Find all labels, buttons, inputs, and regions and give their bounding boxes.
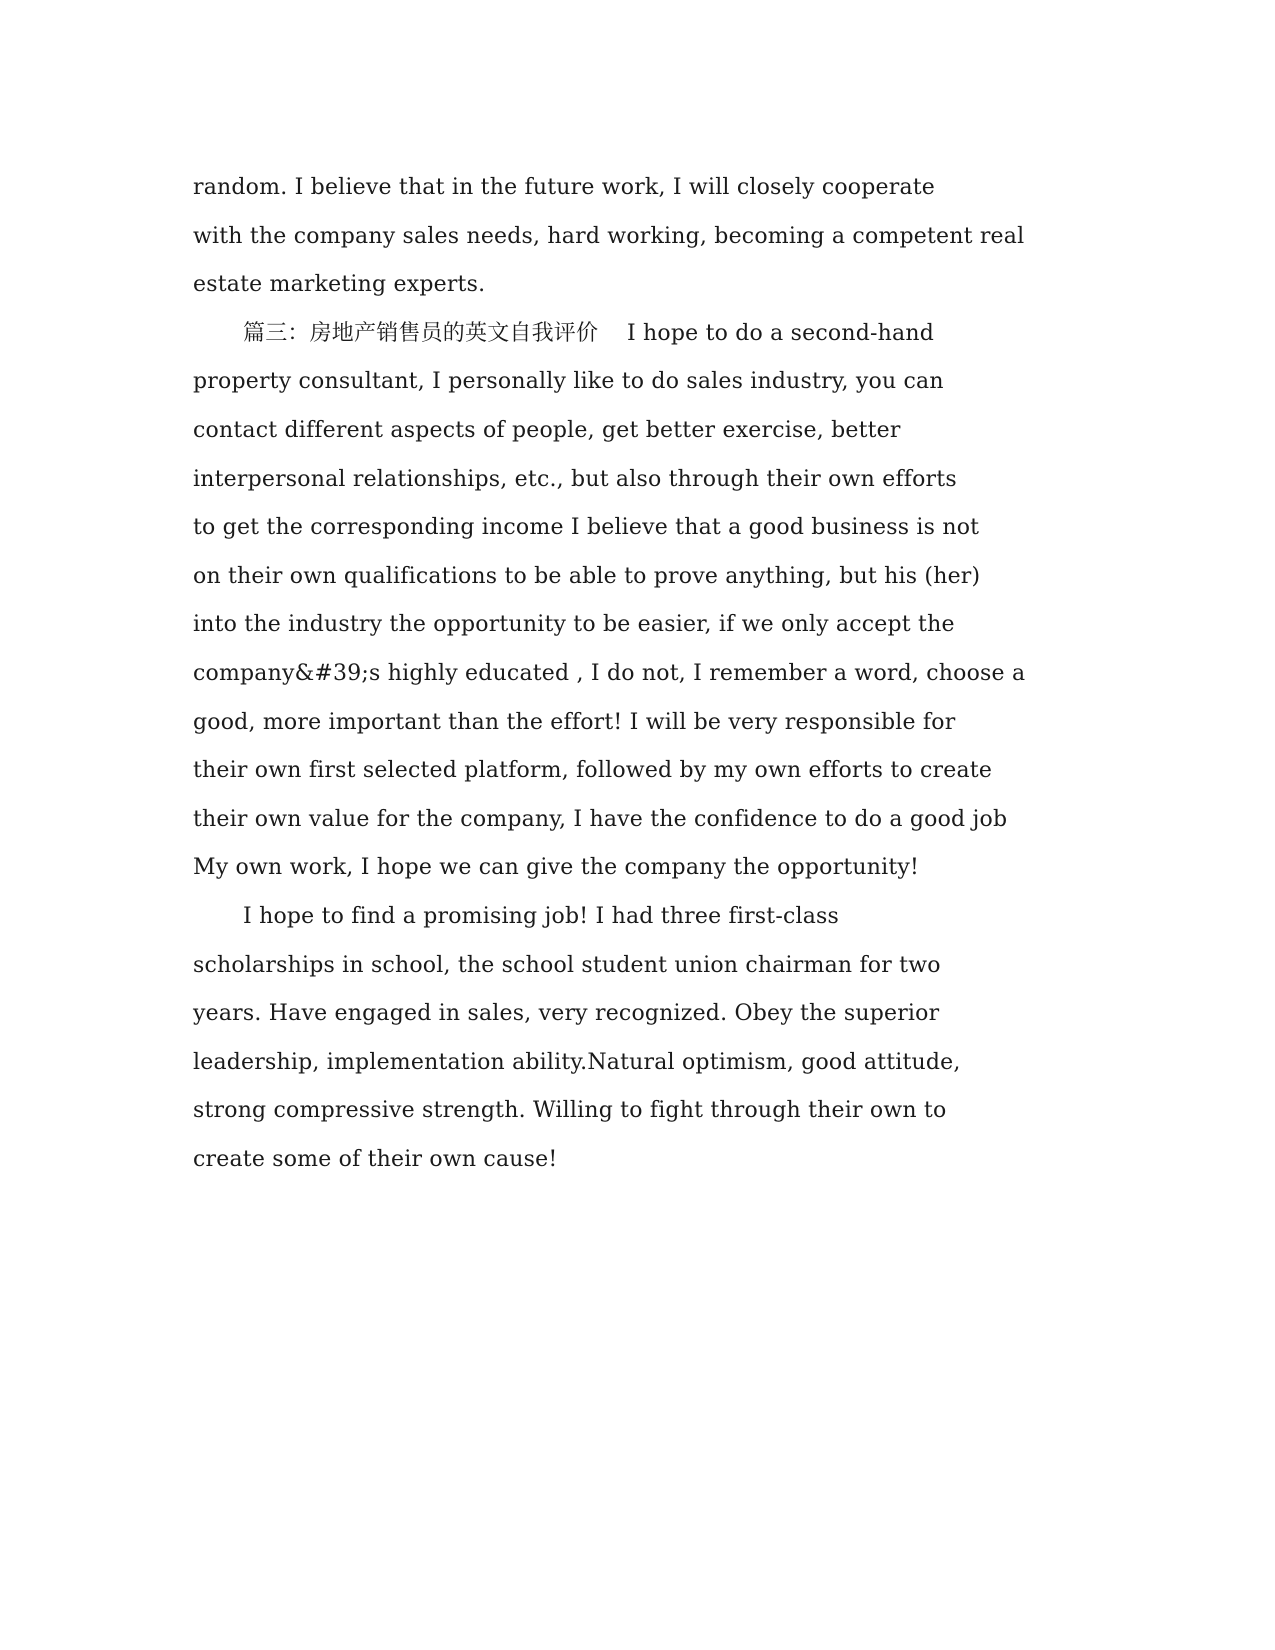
- text-line: random. I believe that in the future work, I will closely cooperate: [193, 175, 936, 200]
- text-line: property consultant, I personally like to do sales industry, you can: [193, 369, 944, 395]
- text-line: leadership, implementation ability.Natural optimism, good attitude,: [193, 1049, 961, 1075]
- text-line: interpersonal relationships, etc., but also through their own efforts: [193, 466, 957, 492]
- text-line: strong compressive strength. Willing to fight through their own to: [193, 1098, 947, 1124]
- text-line: My own work, I hope we can give the company the opportunity!: [193, 855, 920, 881]
- text-line: contact different aspects of people, get better exercise, better: [193, 417, 901, 443]
- text-line: years. Have engaged in sales, very recognized. Obey the superior: [193, 1001, 940, 1027]
- text-line: create some of their own cause!: [193, 1146, 558, 1172]
- text-line: their own first selected platform, followed by my own efforts to create: [193, 758, 993, 784]
- text-line: on their own qualifications to be able to prove anything, but his (her): [193, 563, 981, 589]
- text-line: scholarships in school, the school student union chairman for two: [193, 952, 941, 978]
- text-line: their own value for the company, I have the confidence to do a good job: [193, 806, 1008, 832]
- text-line: with the company sales needs, hard working, becoming a competent real: [193, 223, 1025, 249]
- paragraph-start-line: I hope to find a promising job! I had three first-class: [243, 903, 840, 929]
- text-line: to get the corresponding income I believe that a good business is not: [193, 515, 980, 541]
- text-line: good, more important than the effort! I will be very responsible for: [193, 709, 956, 735]
- body-text: [193, 164, 1093, 1184]
- section-heading-line: 篇三：房地产销售员的英文自我评价 I hope to do a second-hand: [243, 320, 934, 346]
- text-line: estate marketing experts.: [193, 272, 486, 298]
- text-line: into the industry the opportunity to be easier, if we only accept the: [193, 612, 955, 638]
- text-line: company&#39;s highly educated , I do not, I remember a word, choose a: [193, 660, 1026, 686]
